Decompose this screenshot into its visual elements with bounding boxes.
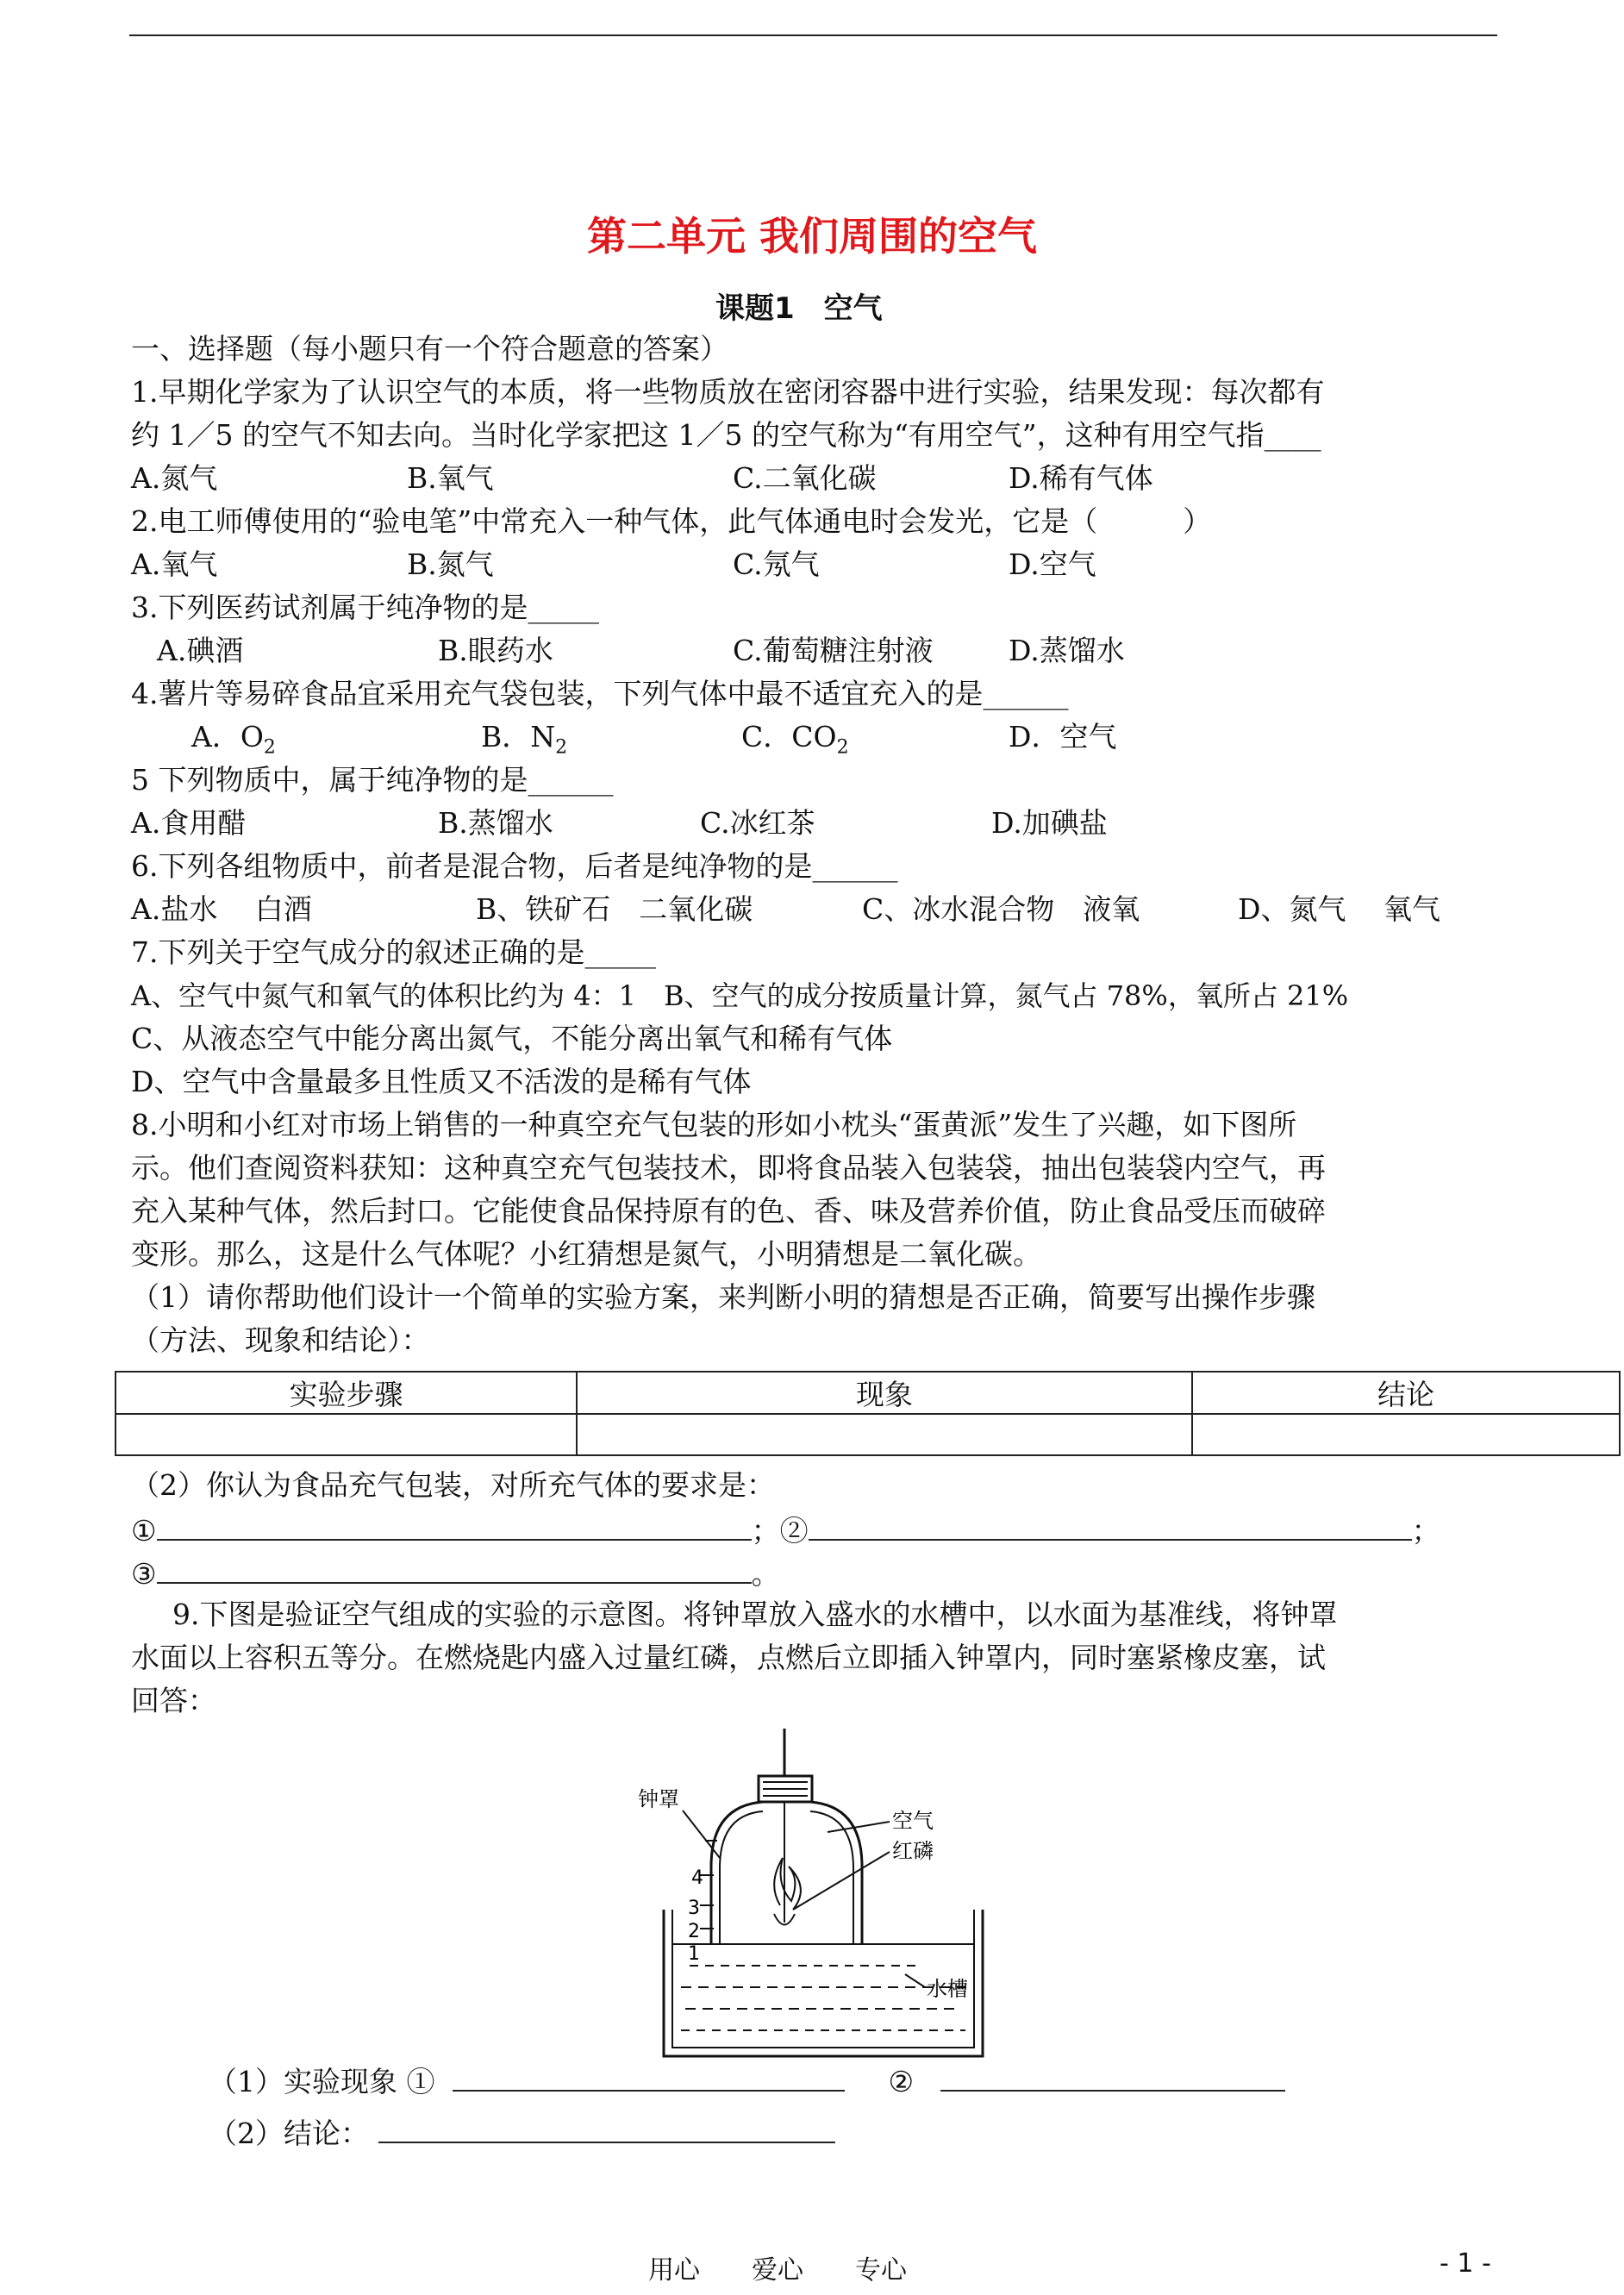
q7-option-d: D、空气中含量最多且性质又不活泼的是稀有气体 xyxy=(131,1065,752,1098)
q8-line3: 充入某种气体，然后封口。它能使食品保持原有的色、香、味及营养价值，防止食品受压而破碎 xyxy=(131,1194,1326,1228)
phenomenon-blank-2[interactable] xyxy=(940,2062,1285,2092)
scale-mark-3: 3 xyxy=(688,1898,700,1919)
cell-phenomenon[interactable] xyxy=(577,1414,1192,1455)
q8-line2: 示。他们查阅资料获知：这种真空充气包装技术，即将食品装入包装袋，抽出包装袋内空气，再 xyxy=(131,1151,1326,1185)
q8-line6: （方法、现象和结论）： xyxy=(131,1323,430,1357)
col-conclusion: 结论 xyxy=(1192,1372,1620,1414)
section-heading: 一、选择题（每小题只有一个符合题意的答案） xyxy=(131,332,728,366)
q3-option-a: A.碘酒 xyxy=(157,634,244,667)
answer-blank-1[interactable] xyxy=(157,1511,752,1541)
q8-line1: 8.小明和小红对市场上销售的一种真空充气包装的形如小枕头“蛋黄派”发生了兴趣，如下图所 xyxy=(131,1108,1297,1141)
q4-option-a: A．$O_2$ xyxy=(191,720,276,759)
q5-option-a: A.食用醋 xyxy=(131,806,247,840)
q3-stem: 3.下列医药试剂属于纯净物的是_____ xyxy=(131,591,599,624)
header-rule xyxy=(129,34,1497,36)
bell-jar-apparatus-figure xyxy=(638,1729,1017,2073)
phenomenon-blank-1[interactable] xyxy=(453,2062,845,2092)
q2-stem: 2.电工师傅使用的“验电笔”中常充入一种气体，此气体通电时会发光，它是（ ） xyxy=(131,504,1212,538)
q9-phenomenon-label-2: ② xyxy=(888,2065,915,2098)
scale-mark-4: 4 xyxy=(691,1867,703,1889)
lesson-subtitle: 课题1 空气 xyxy=(715,291,883,326)
conclusion-blank[interactable] xyxy=(378,2114,835,2143)
q7-option-c: C、从液态空气中能分离出氮气，不能分离出氧气和稀有气体 xyxy=(131,1022,893,1055)
q2-option-d: D.空气 xyxy=(1009,547,1096,581)
q6-option-d: D、氮气 氧气 xyxy=(1238,892,1440,926)
label-red-phosphorus: 红磷 xyxy=(892,1839,934,1863)
q1-stem-line1: 1.早期化学家为了认识空气的本质，将一些物质放在密闭容器中进行实验，结果发现：每次都有 xyxy=(131,375,1325,409)
q6-option-c: C、冰水混合物 液氧 xyxy=(862,892,1140,926)
q6-option-a: A.盐水 白酒 xyxy=(131,892,312,926)
q7-options-ab: A、空气中氮气和氧气的体积比约为 4：1 B、空气的成分按质量计算，氮气占 78%，氧所占 21% xyxy=(131,979,1349,1012)
q9-line2: 水面以上容积五等分。在燃烧匙内盛入过量红磷，点燃后立即插入钟罩内，同时塞紧橡皮塞，试 xyxy=(131,1641,1326,1674)
q5-option-c: C.冰红茶 xyxy=(700,806,815,840)
q1-option-d: D.稀有气体 xyxy=(1009,461,1153,495)
cell-conclusion[interactable] xyxy=(1192,1414,1620,1455)
period: 。 xyxy=(751,1557,780,1591)
q1-option-a: A.氮气 xyxy=(131,461,218,495)
label-water-trough: 水槽 xyxy=(927,1977,968,2001)
cell-steps[interactable] xyxy=(116,1414,577,1455)
q9-line1: 9.下图是验证空气组成的实验的示意图。将钟罩放入盛水的水槽中，以水面为基准线，将钟罩 xyxy=(172,1598,1338,1631)
q5-stem: 5 下列物质中，属于纯净物的是______ xyxy=(131,763,614,797)
q3-option-b: B.眼药水 xyxy=(438,634,553,667)
q1-option-b: B.氧气 xyxy=(407,461,494,495)
experiment-table xyxy=(115,1371,1621,1456)
q3-option-c: C.葡萄糖注射液 xyxy=(733,634,934,667)
q4-option-d: D．空气 xyxy=(1009,720,1117,754)
q1-option-c: C.二氧化碳 xyxy=(733,461,877,495)
scale-mark-1: 1 xyxy=(688,1943,700,1965)
page-number: - 1 - xyxy=(1440,2248,1491,2279)
q7-stem: 7.下列关于空气成分的叙述正确的是_____ xyxy=(131,935,656,969)
q2-option-c: C.氖气 xyxy=(733,547,820,581)
page-title: 第二单元 我们周围的空气 xyxy=(586,213,1037,260)
blank-1-label: ① xyxy=(131,1514,157,1548)
scale-mark-2: 2 xyxy=(688,1921,700,1942)
q8-line4: 变形。那么，这是什么气体呢？小红猜想是氮气，小明猜想是二氧化碳。 xyxy=(131,1237,1041,1271)
q2-option-a: A.氧气 xyxy=(131,547,218,581)
q6-stem: 6.下列各组物质中，前者是混合物，后者是纯净物的是______ xyxy=(131,849,898,883)
q8-blank-row1 xyxy=(131,1511,1440,1548)
q4-option-c: C．$CO_2$ xyxy=(741,720,849,759)
q5-option-b: B.蒸馏水 xyxy=(438,806,553,840)
q8-line5: （1）请你帮助他们设计一个简单的实验方案，来判断小明的猜想是否正确，简要写出操作步骤 xyxy=(131,1280,1315,1314)
q3-option-d: D.蒸馏水 xyxy=(1009,634,1125,667)
q4-stem: 4.薯片等易碎食品宜采用充气袋包装，下列气体中最不适宜充入的是______ xyxy=(131,677,1069,710)
footer-motto: 用心 爱心 专心 xyxy=(648,2255,907,2286)
q9-part2 xyxy=(209,2114,835,2151)
answer-blank-3[interactable] xyxy=(157,1554,752,1584)
label-bell-jar: 钟罩 xyxy=(638,1787,679,1811)
q9-line3: 回答： xyxy=(131,1684,216,1717)
q8-blank-row2 xyxy=(131,1554,780,1591)
blank-3-label: ③ xyxy=(131,1557,157,1591)
q4-option-b: B．$N_2$ xyxy=(481,720,568,759)
col-phenomenon: 现象 xyxy=(577,1372,1192,1414)
q9-phenomenon-label: （1）实验现象 ① xyxy=(209,2065,435,2098)
q1-stem-line2: 约 1／5 的空气不知去向。当时化学家把这 1／5 的空气称为“有用空气”，这种有用空气指____ xyxy=(131,418,1321,452)
q2-option-b: B.氮气 xyxy=(407,547,494,581)
q5-option-d: D.加碘盐 xyxy=(991,806,1108,840)
q8-part2: （2）你认为食品充气包装，对所充气体的要求是： xyxy=(131,1468,775,1502)
q6-option-b: B、铁矿石 二氧化碳 xyxy=(476,892,753,926)
q9-part1 xyxy=(209,2062,1285,2099)
label-air: 空气 xyxy=(892,1809,934,1833)
col-steps: 实验步骤 xyxy=(116,1372,577,1414)
q9-conclusion-label: （2）结论： xyxy=(209,2117,369,2150)
semicolon: ； xyxy=(1411,1514,1440,1548)
blank-2-label: ；② xyxy=(751,1514,809,1548)
answer-blank-2[interactable] xyxy=(809,1511,1412,1541)
